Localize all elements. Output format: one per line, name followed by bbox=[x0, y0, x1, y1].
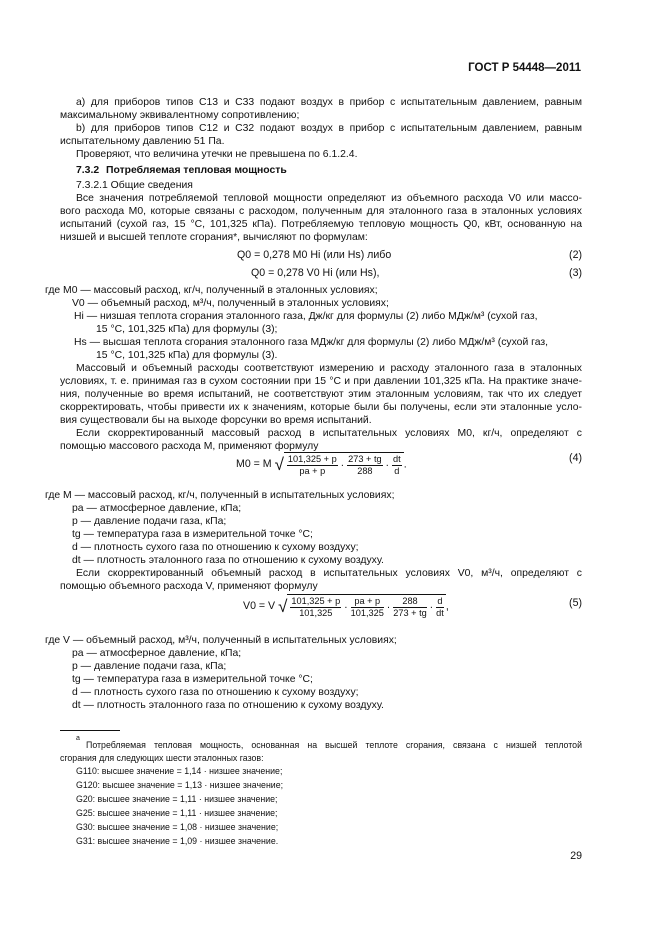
equation-4-radicand: $\frac{101,325 + p}{pa + p}$ · $\frac{273 + tg}{288}$ · $\frac{dt}{d}$ bbox=[284, 452, 404, 477]
equation-5-fraction-1: $\frac{101,325 + p}{101,325}$ bbox=[291, 596, 341, 618]
def1-hs-line1: Hs — высшая теплота сгорания эталонного газа МДж/кг для формулы (2) либо МДж/м³ (сухой газ, bbox=[74, 337, 549, 348]
def2-d: d — плотность сухого газа по отношению к сухому воздуху; bbox=[72, 542, 359, 553]
section-number: 7.3.2 bbox=[76, 165, 100, 176]
para2-line3: ния, полученные во время испытаний, не соответствуют этим эталонным условиям, так что их следует bbox=[60, 389, 582, 400]
equation-4-number: (4) bbox=[569, 452, 582, 464]
para3-line2: помощью массового расхода M, применяют формулу bbox=[60, 441, 319, 452]
para1-line4: низшей и высшей теплоте сгорания*, вычисляют по формулам: bbox=[60, 232, 368, 243]
sqrt-sign: √ bbox=[274, 455, 284, 474]
equation-5-lhs: V0 = V bbox=[243, 600, 276, 612]
footnote-mark: а bbox=[76, 735, 80, 742]
equation-4-fraction-1: $\frac{101,325 + p}{pa + p}$ bbox=[287, 454, 337, 476]
equation-4-fraction-3: $\frac{dt}{d}$ bbox=[393, 454, 401, 476]
para4-line1: Если скорректированный объемный расход в испытательных условиях V0, м³/ч, определяют с bbox=[76, 568, 582, 579]
footnote-row: G120: высшее значение = 1,13 · низшее значение; bbox=[76, 780, 284, 790]
subsection-heading: 7.3.2.1 Общие сведения bbox=[76, 180, 193, 191]
document-id: ГОСТ Р 54448—2011 bbox=[468, 62, 581, 74]
para3-line1: Если скорректированный массовый расход в испытательных условиях M0, кг/ч, определяют с bbox=[76, 428, 582, 439]
equation-4: M0 = M √ $\frac{101,325 + p}{pa + p}$ · $\frac{273 + tg}{288}$ · $\frac{dt}{d}$ . bbox=[236, 454, 407, 476]
footnote-row: G110: высшее значение = 1,14 · низшее значение; bbox=[76, 766, 283, 776]
def3-d: d — плотность сухого газа по отношению к сухому воздуху; bbox=[72, 687, 359, 698]
footnote-line1: Потребляемая тепловая мощность, основанная на высшей теплоте сгорания, связана с низшей теплотой bbox=[86, 740, 582, 750]
item-a-line1: a) для приборов типов С13 и С33 подают воздух в прибор с испытательным давлением, равным bbox=[76, 97, 582, 108]
check-sentence: Проверяют, что величина утечки не превышена по 6.1.2.4. bbox=[76, 149, 358, 160]
para2-line2: условиях, т. е. принимая газ в сухом состоянии при 15 °C и при давлении 101,325 кПа. На практике значе- bbox=[60, 376, 582, 387]
def3-dt: dt — плотность эталонного газа по отношению к сухому воздуху. bbox=[72, 700, 384, 711]
def2-m: где M — массовый расход, кг/ч, полученный в испытательных условиях; bbox=[45, 490, 395, 501]
def2-dt: dt — плотность эталонного газа по отношению к сухому воздуху. bbox=[72, 555, 384, 566]
equation-5: V0 = V √ $\frac{101,325 + p}{101,325}$ · $\frac{pa + p}{101,325}$ · $\frac{288}{273 + tg}$ · $\frac{d}{dt}$ , bbox=[243, 596, 449, 618]
item-b-line1: b) для приборов типов С12 и С32 подают воздух в прибор с испытательным давлением, равным bbox=[76, 123, 582, 134]
para1-line2: вого расхода M0, которые связаны с расходом, полученным для эталонного газа в эталонных условиях bbox=[60, 206, 582, 217]
footnote-row: G30: высшее значение = 1,08 · низшее значение; bbox=[76, 822, 279, 832]
item-b-line2: испытательному давлению 51 Па. bbox=[60, 136, 225, 147]
equation-3: Q0 = 0,278 V0 Hi (или Hs), bbox=[251, 267, 380, 279]
def3-v: где V — объемный расход, м³/ч, полученный в испытательных условиях; bbox=[45, 635, 397, 646]
footnote-row: G31: высшее значение = 1,09 · низшее значение. bbox=[76, 836, 279, 846]
equation-2-number: (2) bbox=[569, 249, 582, 261]
def1-hs-line2: 15 °C, 101,325 кПа) для формулы (3). bbox=[96, 350, 278, 361]
para2-line4: скорректировать, чтобы привести их к значениям, которые были бы получены, если эти эталонные усло- bbox=[60, 402, 582, 413]
para1-line3: испытаний (сухой газ, 15 °C, 101,325 кПа). Потребляемую тепловую мощность Q0, кВт, основанную на bbox=[60, 219, 582, 230]
def2-p: p — давление подачи газа, кПа; bbox=[72, 516, 227, 527]
para2-line1: Массовый и объемный расходы соответствуют измерению и расходу эталонного газа в эталонных bbox=[76, 363, 582, 374]
def1-hi-line1: Hi — низшая теплота сгорания эталонного газа, Дж/кг для формулы (2) либо МДж/м³ (сухой газ, bbox=[74, 311, 538, 322]
equation-5-fraction-4: $\frac{d}{dt}$ bbox=[436, 596, 444, 618]
def1-m0: где M0 — массовый расход, кг/ч, полученный в эталонных условиях; bbox=[45, 285, 378, 296]
equation-5-radicand: $\frac{101,325 + p}{101,325}$ · $\frac{pa + p}{101,325}$ · $\frac{288}{273 + tg}$ · $\frac{d}{dt}$ bbox=[287, 594, 445, 619]
def3-pa: pa — атмосферное давление, кПа; bbox=[72, 648, 242, 659]
equation-5-fraction-2: $\frac{pa + p}{101,325}$ bbox=[350, 596, 384, 618]
sqrt-sign: √ bbox=[278, 597, 288, 616]
def1-hi-line2: 15 °C, 101,325 кПа) для формулы (3); bbox=[96, 324, 278, 335]
equation-5-number: (5) bbox=[569, 597, 582, 609]
footnote-row: G20: высшее значение = 1,11 · низшее значение; bbox=[76, 794, 278, 804]
equation-5-fraction-3: $\frac{288}{273 + tg}$ bbox=[393, 596, 427, 618]
section-title: Потребляемая тепловая мощность bbox=[106, 165, 287, 176]
equation-2: Q0 = 0,278 M0 Hi (или Hs) либо bbox=[237, 249, 392, 261]
para2-line5: вия существовали бы на выходе форсунки во время испытаний. bbox=[60, 415, 372, 426]
def3-p: p — давление подачи газа, кПа; bbox=[72, 661, 227, 672]
def1-v0: V0 — объемный расход, м³/ч, полученный в эталонных условиях; bbox=[72, 298, 389, 309]
item-a-line2: максимальному эквивалентному сопротивлению; bbox=[60, 110, 300, 121]
def2-tg: tg — температура газа в измерительной точке °C; bbox=[72, 529, 313, 540]
page-number: 29 bbox=[570, 850, 582, 862]
equation-4-fraction-2: $\frac{273 + tg}{288}$ bbox=[348, 454, 382, 476]
def2-pa: pa — атмосферное давление, кПа; bbox=[72, 503, 242, 514]
equation-3-number: (3) bbox=[569, 267, 582, 279]
footnote-row: G25: высшее значение = 1,11 · низшее значение; bbox=[76, 808, 278, 818]
section-heading bbox=[76, 164, 287, 177]
equation-4-lhs: M0 = M bbox=[236, 458, 272, 470]
footnote-line2: сгорания для следующих шести эталонных газов: bbox=[60, 753, 264, 763]
para4-line2: помощью объемного расхода V, применяют формулу bbox=[60, 581, 318, 592]
para1-line1: Все значения потребляемой тепловой мощности определяют из объемного расхода V0 или массо- bbox=[76, 193, 582, 204]
def3-tg: tg — температура газа в измерительной точке °C; bbox=[72, 674, 313, 685]
footnote-separator bbox=[60, 730, 120, 731]
